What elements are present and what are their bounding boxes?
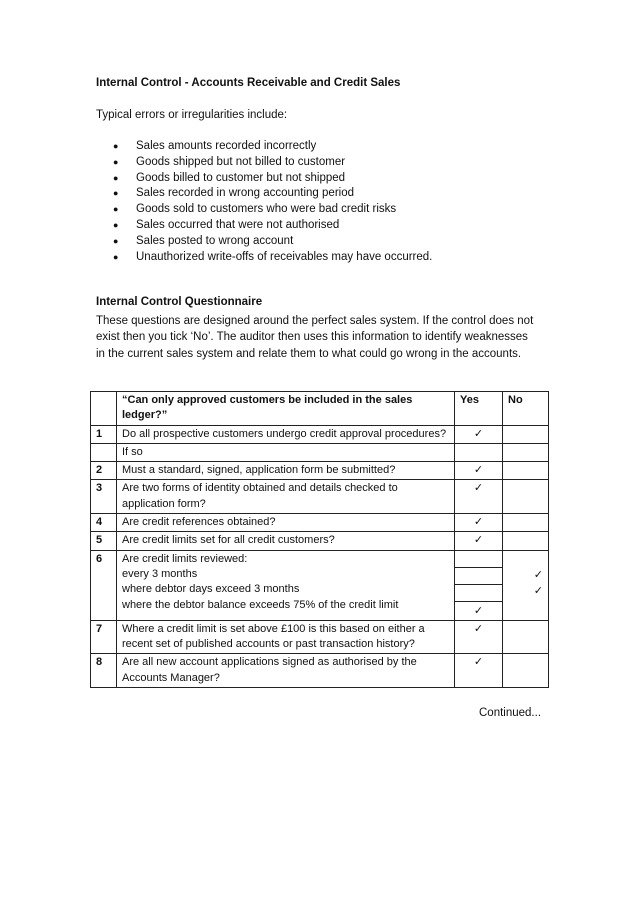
row-number: 7: [91, 620, 117, 654]
yes-cell: [455, 654, 503, 688]
header-no: No: [503, 392, 549, 426]
sub-item: every 3 months: [122, 567, 198, 580]
page-title: Internal Control - Accounts Receivable and Credit Sales: [96, 77, 401, 89]
row-number: 8: [91, 654, 117, 688]
row-number: 6: [91, 550, 117, 620]
header-yes: Yes: [455, 392, 503, 426]
list-item: ● Sales occurred that were not authorised: [96, 218, 556, 234]
no-cell: [503, 654, 549, 688]
row-question-lead: Are credit limits reviewed:: [122, 552, 248, 565]
table-row: [91, 514, 549, 532]
error-list: [96, 139, 556, 265]
table-header-row: [91, 392, 549, 426]
check-icon: ✓: [473, 427, 484, 440]
check-icon: ✓: [473, 516, 484, 529]
header-question: “Can only approved customers be included in the sales ledger?”: [117, 392, 455, 426]
no-cell: [503, 620, 549, 654]
sub-item: where debtor days exceed 3 months: [122, 583, 300, 596]
yes-cell: [455, 480, 503, 514]
row-question: Are credit references obtained?: [117, 514, 455, 532]
row-number: 4: [91, 514, 117, 532]
check-icon: ✓: [473, 534, 484, 547]
sub-cell-blank: [455, 551, 502, 568]
no-cell: [503, 480, 549, 514]
row-number: 5: [91, 532, 117, 550]
row-number: 1: [91, 425, 117, 443]
table-row: [91, 425, 549, 443]
sub-item: where the debtor balance exceeds 75% of the credit limit: [122, 598, 399, 611]
header-num-cell: [91, 392, 117, 426]
row-question: Are two forms of identity obtained and details checked to application form?: [117, 480, 455, 514]
table-row: [91, 620, 549, 654]
row-question: [117, 550, 455, 620]
check-icon: [455, 568, 502, 585]
list-item: ● Sales posted to wrong account: [96, 234, 556, 250]
check-icon: [455, 585, 502, 602]
no-cell: [503, 532, 549, 550]
row-number: 3: [91, 480, 117, 514]
questionnaire-description: These questions are designed around the perfect sales system. If the control does not exist then you tick ‘No’. The auditor then uses this information to identify weaknesses in the current sales system and relate them to what could go wrong in the accounts.: [96, 315, 534, 360]
table-row: [91, 480, 549, 514]
row-question: Do all prospective customers undergo credit approval procedures?: [117, 425, 455, 443]
row-question: If so: [117, 443, 455, 461]
questionnaire-table: [90, 391, 549, 688]
check-icon: ✓: [533, 568, 543, 581]
table-row-credit-review: [91, 550, 549, 620]
check-icon: ✓: [473, 622, 484, 635]
row-number: [91, 443, 117, 461]
check-icon: ✓: [473, 464, 484, 477]
sub-cell-blank: [503, 551, 548, 567]
list-item: ● Unauthorized write-offs of receivables may have occurred.: [96, 250, 556, 266]
row-question: Are all new account applications signed as authorised by the Accounts Manager?: [117, 654, 455, 688]
yes-cell: [455, 443, 503, 461]
list-item: ● Goods sold to customers who were bad credit risks: [96, 202, 556, 218]
questionnaire-title: Internal Control Questionnaire: [96, 296, 263, 308]
yes-cell: [455, 425, 503, 443]
list-item: ● Sales amounts recorded incorrectly: [96, 139, 556, 155]
row-question: Are credit limits set for all credit customers?: [117, 532, 455, 550]
yes-cell: [455, 620, 503, 654]
row-question: Must a standard, signed, application form be submitted?: [117, 462, 455, 480]
table-row: [91, 532, 549, 550]
row-number: 2: [91, 462, 117, 480]
no-cell: [503, 425, 549, 443]
list-item: ● Sales recorded in wrong accounting period: [96, 186, 556, 202]
check-icon: ✓: [533, 584, 543, 597]
table-row: [91, 443, 549, 461]
no-cell: [503, 443, 549, 461]
check-icon: ✓: [473, 604, 484, 617]
yes-cell: [455, 462, 503, 480]
list-item: ● Goods billed to customer but not shipped: [96, 171, 556, 187]
intro-text: Typical errors or irregularities include:: [96, 109, 288, 121]
no-cell: [503, 514, 549, 532]
row-question: Where a credit limit is set above £100 is this based on either a recent set of published accounts or past transaction history?: [117, 620, 455, 654]
yes-cell: [455, 514, 503, 532]
continued-note: Continued...: [479, 707, 542, 719]
list-item: ● Goods shipped but not billed to customer: [96, 155, 556, 171]
check-icon: [503, 599, 548, 615]
yes-cell: [455, 532, 503, 550]
yes-cell: [455, 550, 503, 620]
check-icon: ✓: [473, 482, 484, 495]
table-row: [91, 462, 549, 480]
check-icon: ✓: [473, 656, 484, 669]
no-cell: [503, 550, 549, 620]
table-row: [91, 654, 549, 688]
no-cell: [503, 462, 549, 480]
